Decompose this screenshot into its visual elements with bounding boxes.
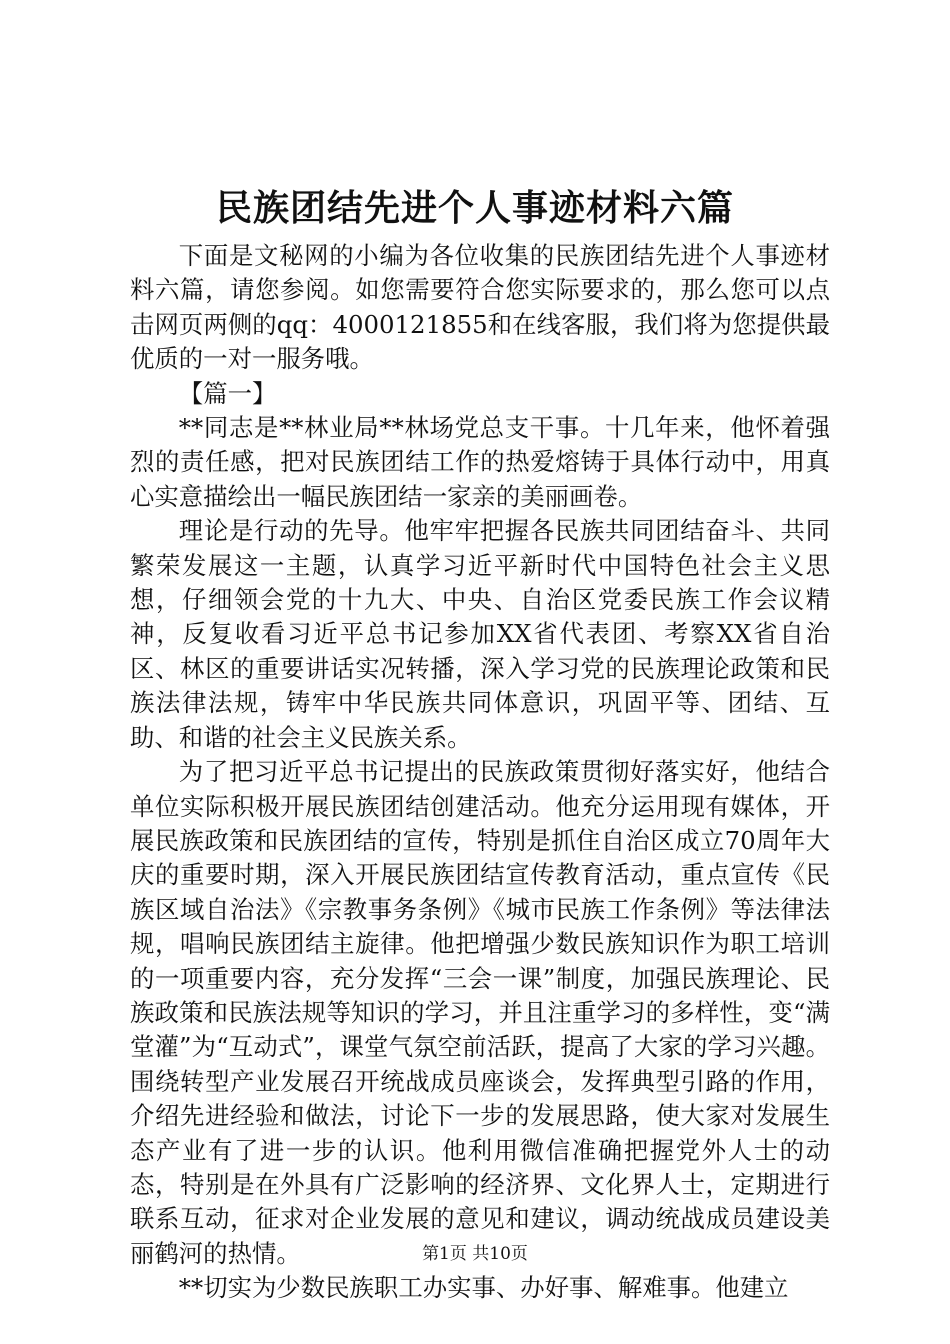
body-paragraph: **同志是**林业局**林场党总支干事。十几年来，他怀着强烈的责任感，把对民族团结工作的热爱熔铸于具体行动中，用真心实意描绘出一幅民族团结一家亲的美丽画卷。 (130, 413, 830, 511)
document-title: 民族团结先进个人事迹材料六篇 (215, 187, 734, 229)
body-paragraph: 为了把习近平总书记提出的民族政策贯彻好落实好，他结合单位实际积极开展民族团结创建活动。他充分运用现有媒体，开展民族政策和民族团结的宣传，特别是抓住自治区成立70周年大庆的重要时期，深入开展民族团结宣传教育活动，重点宣传《民族区域自治法》《宗教事务条例》《城市民族工作条例》等法律法规，唱响民族团结主旋律。他把增强少数民族知识作为职工培训的一项重要内容，充分发挥“三会一课”制度，加强民族理论、民族政策和民族法规等知识的学习，并且注重学习的多样性，变“满堂灌”为“互动式”，课堂气氛空前活跃，提高了大家的学习兴趣。围绕转型产业发展召开统战成员座谈会，发挥典型引路的作用，介绍先进经验和做法，讨论下一步的发展思路，使大家对发展生态产业有了进一步的认识。他利用微信准确把握党外人士的动态，特别是在外具有广泛影响的经济界、文化界人士，定期进行联系互动，征求对企业发展的意见和建议，调动统战成员建设美丽鹤河的热情。 (130, 757, 830, 1268)
page-footer: 第1页 共10页 (422, 1244, 528, 1264)
document-body (130, 239, 830, 1306)
section-heading: 【篇一】 (178, 378, 277, 408)
intro-paragraph: 下面是文秘网的小编为各位收集的民族团结先进个人事迹材料六篇，请您参阅。如您需要符合您实际要求的，那么您可以点击网页两侧的qq：4000121855和在线客服，我们将为您提供最优质的一对一服务哦。 (130, 241, 830, 374)
body-paragraph: **切实为少数民族职工办实事、办好事、解难事。他建立 (178, 1273, 789, 1303)
body-paragraph: 理论是行动的先导。他牢牢把握各民族共同团结奋斗、共同繁荣发展这一主题，认真学习近平新时代中国特色社会主义思想，仔细领会党的十九大、中央、自治区党委民族工作会议精神，反复收看习近平总书记参加XX省代表团、考察XX省自治区、林区的重要讲话实况转播，深入学习党的民族理论政策和民族法律法规，铸牢中华民族共同体意识，巩固平等、团结、互助、和谐的社会主义民族关系。 (130, 516, 830, 752)
